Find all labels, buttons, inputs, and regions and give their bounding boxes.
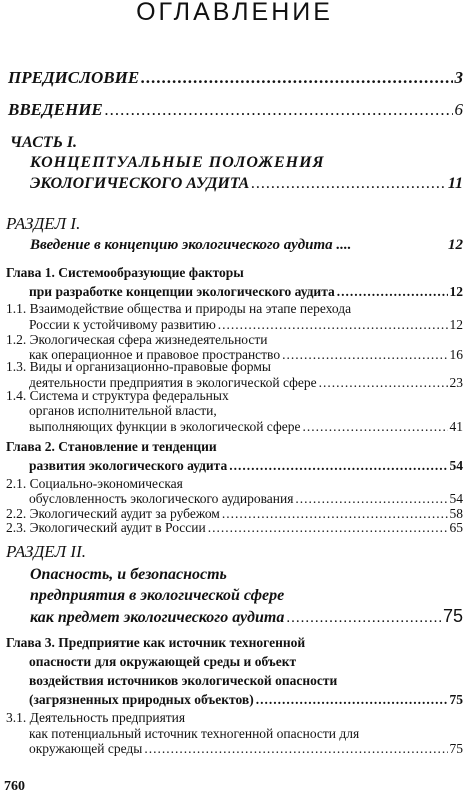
chapter-label: Глава 3. Предприятие как источник техногенной	[6, 635, 306, 650]
entry-label: (загрязненных природных объектов)	[29, 692, 254, 707]
entry-page: 54	[449, 458, 463, 473]
entry-label: как операционное и правовое пространство	[29, 347, 281, 362]
entry-page: 41	[449, 419, 463, 434]
toc-entry-chapter2[interactable]	[29, 458, 463, 474]
toc-entry-chapter3[interactable]	[29, 692, 463, 708]
section-title-line: предприятия в экологической сфере	[30, 587, 285, 604]
entry-page: 11	[447, 175, 463, 192]
entry-label: Введение в концепцию экологического аудита ....	[30, 237, 352, 253]
toc-entry-section1[interactable]	[30, 237, 463, 254]
toc-entry-part1[interactable]	[30, 175, 463, 193]
subsection-line: органов исполнительной власти,	[29, 403, 217, 418]
subsection-line: как потенциальный источник техногенной опасности для	[29, 726, 360, 741]
toc-entry-section2[interactable]	[30, 606, 463, 627]
subsection-label: 1.2. Экологическая сфера жизнедеятельности	[6, 332, 268, 347]
subsection-label: 3.1. Деятельность предприятия	[6, 710, 186, 725]
entry-label: ВВЕДЕНИЕ	[8, 100, 103, 119]
section-label: РАЗДЕЛ I.	[6, 214, 81, 233]
entry-label: ЭКОЛОГИЧЕСКОГО АУДИТА	[30, 175, 250, 192]
subsection-label: 2.1. Социально-экономическая	[6, 476, 183, 491]
chapter-label: Глава 2. Становление и тенденции	[6, 439, 217, 454]
entry-page: 16	[449, 347, 463, 362]
entry-page: 23	[449, 375, 463, 390]
chapter-title-line: опасности для окружающей среды и объект	[29, 654, 297, 669]
chapter-title-line: воздействия источников экологической опасности	[29, 673, 338, 688]
entry-label: развития экологического аудита	[29, 458, 228, 473]
entry-page: 65	[449, 520, 463, 535]
entry-page: 75	[442, 606, 463, 626]
toc-entry-2-3[interactable]	[6, 520, 463, 536]
entry-page: 12	[448, 237, 463, 253]
entry-label: ПРЕДИСЛОВИЕ	[8, 68, 140, 87]
toc-entry-1-1[interactable]	[29, 317, 463, 333]
subsection-label: 1.4. Система и структура федеральных	[6, 388, 229, 403]
entry-label: как предмет экологического аудита	[30, 609, 285, 626]
entry-page: 54	[449, 491, 463, 506]
entry-page: 12	[449, 317, 463, 332]
entry-page: 75	[449, 741, 463, 756]
entry-label: выполняющих функции в экологической сфере	[29, 419, 301, 434]
part-label: ЧАСТЬ I.	[10, 134, 78, 151]
toc-entry-3-1[interactable]	[29, 741, 463, 757]
section-title-line: Опасность, и безопасность	[30, 566, 227, 583]
chapter-label: Глава 1. Системообразующие факторы	[6, 265, 244, 280]
toc-entry-preface[interactable]	[8, 68, 463, 88]
toc-entry-1-4[interactable]	[29, 419, 463, 435]
page-title: ОГЛАВЛЕНИЕ	[136, 0, 333, 26]
entry-label: России к устойчивому развитию	[29, 317, 216, 332]
toc-entry-chapter1[interactable]	[29, 284, 463, 300]
page-number: 760	[4, 779, 25, 794]
entry-page: 6	[454, 100, 463, 119]
toc-entry-2-1[interactable]	[29, 491, 463, 507]
entry-label: окружающей среды	[29, 741, 143, 756]
entry-page: 75	[449, 692, 463, 707]
part-title-line: КОНЦЕПТУАЛЬНЫЕ ПОЛОЖЕНИЯ	[30, 154, 325, 171]
entry-page: 12	[449, 284, 463, 299]
entry-page: 58	[449, 506, 463, 521]
entry-page: 3	[454, 68, 463, 87]
subsection-label: 1.3. Виды и организационно-правовые формы	[6, 359, 271, 374]
entry-label: деятельности предприятия в экологической сфере	[29, 375, 317, 390]
section-label: РАЗДЕЛ II.	[6, 542, 87, 561]
entry-label: 2.2. Экологический аудит за рубежом	[6, 506, 220, 521]
subsection-label: 1.1. Взаимодействие общества и природы на этапе перехода	[6, 301, 352, 316]
entry-label: обусловленность экологического аудирования	[29, 491, 294, 506]
entry-label: при разработке концепции экологического аудита	[29, 284, 335, 299]
toc-entry-introduction[interactable]	[8, 100, 463, 120]
entry-label: 2.3. Экологический аудит в России	[6, 520, 206, 535]
